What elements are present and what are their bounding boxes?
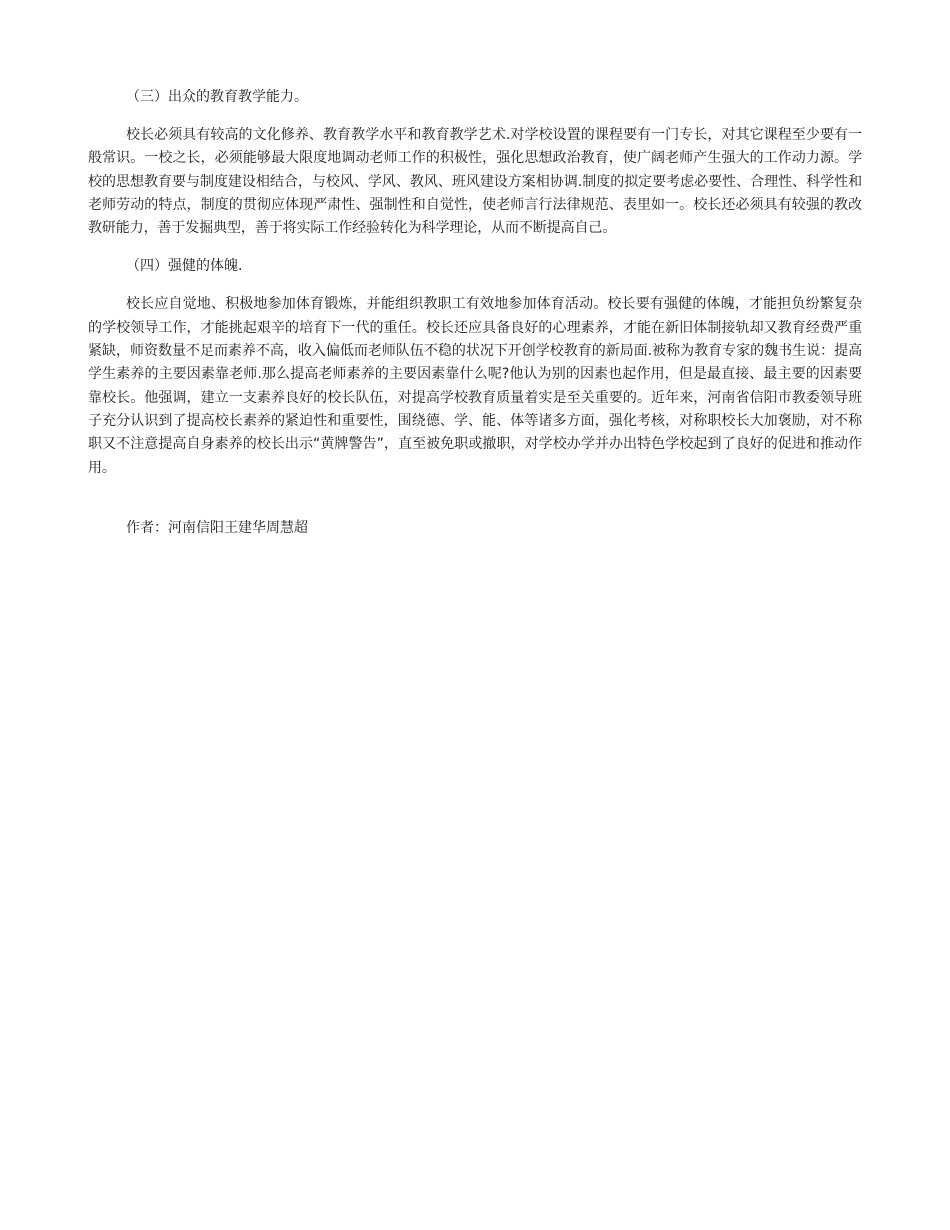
section-paragraph-3: 校长必须具有较高的文化修养、教育教学水平和教育教学艺术.对学校设置的课程要有一门专长，对其它课程至少要有一般常识。一校之长，必须能够最大限度地调动老师工作的积极性，强化思想政治教育，使广阔老师产生强大的工作动力源。学校的思想教育要与制度建设相结合，与校风、学风、教风、班风建设方案相协调.制度的拟定要考虑必要性、合理性、科学性和老师劳动的特点，制度的贯彻应体现严肃性、强制性和自觉性，使老师言行法律规范、表里如一。校长还必须具有较强的教改教研能力，善于发掘典型，善于将实际工作经验转化为科学理论，从而不断提高自己。	[88, 127, 862, 237]
spacer	[88, 502, 862, 517]
spacer	[88, 480, 862, 502]
author-line: 作者：河南信阳王建华周慧超	[126, 519, 308, 536]
section-heading-3: （三）出众的教育教学能力。	[126, 89, 308, 105]
spacer	[88, 109, 862, 124]
document-page	[88, 86, 862, 540]
spacer	[88, 240, 862, 255]
section-heading-4: （四）强健的体魄.	[126, 258, 243, 275]
spacer	[88, 278, 862, 293]
section-paragraph-4: 校长应自觉地、积极地参加体育锻炼，并能组织教职工有效地参加体育活动。校长要有强健的体魄，才能担负纷繁复杂的学校领导工作，才能挑起艰辛的培育下一代的重任。校长还应具备良好的心理素养，才能在新旧体制接轨却又教育经费严重紧缺，师资数量不足而素养不高，收入偏低而老师队伍不稳的状况下开创学校教育的新局面.被称为教育专家的魏书生说：提高学生素养的主要因素靠老师.那么提高老师素养的主要因素靠什么呢?他认为别的因素也起作用，但是最直接、最主要的因素要靠校长。他强调，建立一支素养良好的校长队伍，对提高学校教育质量着实是至关重要的。近年来，河南省信阳市教委领导班子充分认识到了提高校长素养的紧迫性和重要性，围绕德、学、能、体等诸多方面，强化考核，对称职校长大加褒励，对不称职又不注意提高自身素养的校长出示“黄牌警告”，直至被免职或撤职，对学校办学并办出特色学校起到了良好的促进和推动作用。	[88, 296, 862, 476]
